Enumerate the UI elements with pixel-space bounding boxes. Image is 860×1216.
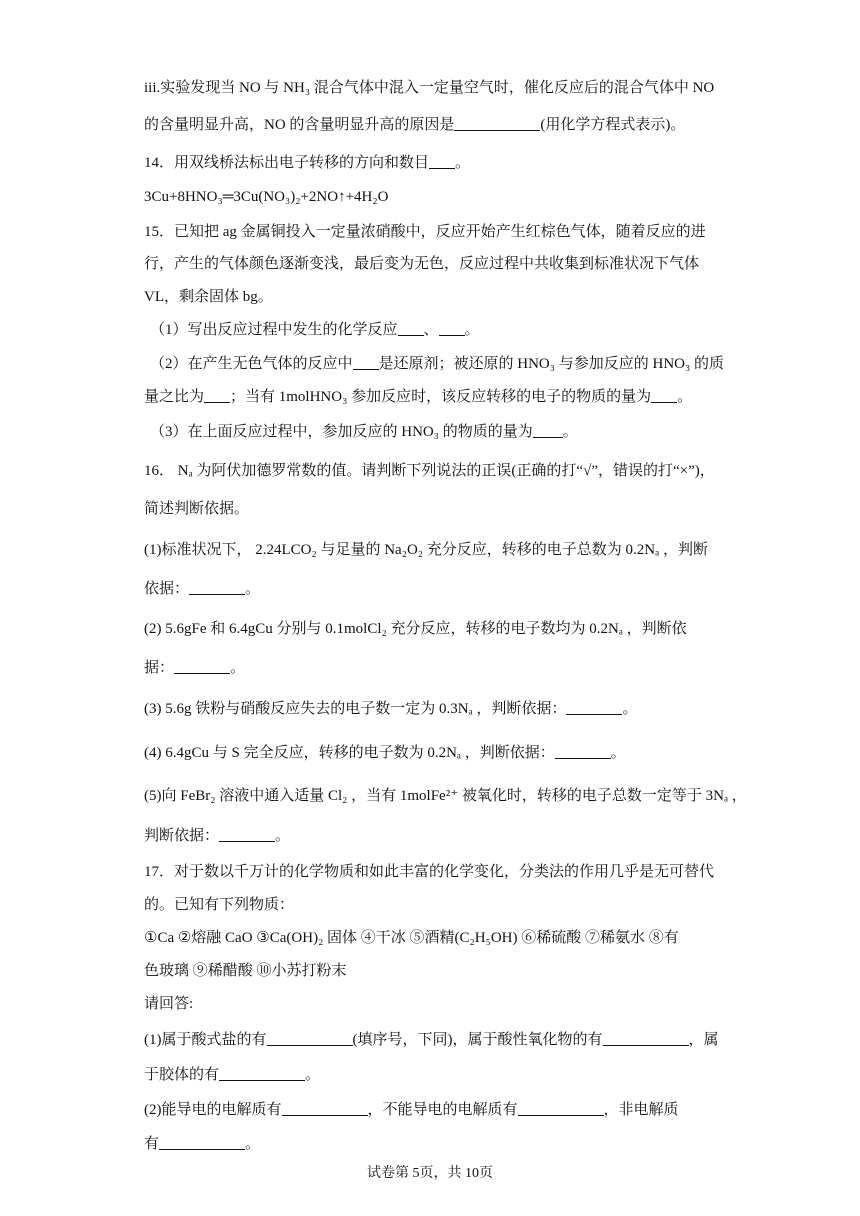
answer-blank[interactable] <box>219 826 275 842</box>
answer-blank[interactable] <box>204 387 230 403</box>
answer-blank[interactable] <box>454 115 540 131</box>
answer-blank[interactable] <box>533 422 563 438</box>
q16-item1-line1: (1)标准状况下， 2.24LCO₂ 与足量的 Na₂O₂ 充分反应，转移的电子总数为 0.2Nₐ ，判断 <box>144 542 708 558</box>
answer-blank[interactable] <box>398 320 424 336</box>
answer-blank[interactable] <box>566 699 622 715</box>
q17-line2: 的。已知有下列物质： <box>144 897 295 913</box>
q17-part2-line2: 有 。 <box>144 1136 261 1152</box>
answer-blank[interactable] <box>555 743 611 759</box>
answer-blank[interactable] <box>353 354 379 370</box>
q17-line3: ①Ca ②熔融 CaO ③Ca(OH)₂ 固体 ④干冰 ⑤酒精(C₂H₅OH) ⑥稀硫酸 ⑦稀氨水 ⑧有 <box>144 930 679 946</box>
q17-part1-line2: 于胶体的有 。 <box>144 1067 321 1083</box>
q16-item2-line1: (2) 5.6gFe 和 6.4gCu 分别与 0.1molCl₂ 充分反应，转移的电子数均为 0.2Nₐ ，判断依 <box>144 621 687 637</box>
q16-item1-line2: 依据： 。 <box>144 581 261 597</box>
q16-item5-line1: (5)向 FeBr₂ 溶液中通入适量 Cl₂ ，当有 1molFe²⁺ 被氧化时，转移的电子总数一定等于 3Nₐ ， <box>144 788 747 804</box>
answer-blank[interactable] <box>282 1100 368 1116</box>
answer-blank[interactable] <box>174 658 230 674</box>
q17-part1-line1: (1)属于酸式盐的有 (填序号，下同)，属于酸性氧化物的有 ，属 <box>144 1032 719 1048</box>
q13-line2: 的含量明显升高，NO 的含量明显升高的原因是 (用化学方程式表示)。 <box>144 117 686 133</box>
q15-line1: 15．已知把 ag 金属铜投入一定量浓硝酸中，反应开始产生红棕色气体，随着反应的进 <box>144 224 706 240</box>
q15-part3: （3）在上面反应过程中，参加反应的 HNO₃ 的物质的量为 。 <box>150 424 578 440</box>
answer-blank[interactable] <box>603 1030 689 1046</box>
q16-item5-line2: 判断依据： 。 <box>144 828 291 844</box>
q16-item2-line2: 据： 。 <box>144 660 246 676</box>
answer-blank[interactable] <box>518 1100 604 1116</box>
q15-line2: 行，产生的气体颜色逐渐变浅，最后变为无色，反应过程中共收集到标准状况下气体 <box>144 256 700 272</box>
answer-blank[interactable] <box>651 387 677 403</box>
answer-blank[interactable] <box>439 320 465 336</box>
q17-line5: 请回答: <box>144 996 194 1012</box>
q15-part1: （1）写出反应过程中发生的化学反应 、 。 <box>150 322 480 338</box>
q15-part2-line1: （2）在产生无色气体的反应中 是还原剂；被还原的 HNO₃ 与参加反应的 HNO₃ 的质 <box>150 356 724 372</box>
q13-line1: iii.实验发现当 NO 与 NH₃ 混合气体中混入一定量空气时，催化反应后的混合气体中 NO <box>144 80 715 96</box>
q16-line2: 简述判断依据。 <box>144 501 250 517</box>
q17-line1: 17．对于数以千万计的化学物质和如此丰富的化学变化，分类法的作用几乎是无可替代 <box>144 864 715 880</box>
q17-line4: 色玻璃 ⑨稀醋酸 ⑩小苏打粉末 <box>144 963 347 979</box>
q15-part2-line2: 量之比为 ；当有 1molHNO₃ 参加反应时，该反应转移的电子的物质的量为 。 <box>144 389 693 405</box>
answer-blank[interactable] <box>189 579 245 595</box>
q17-part2-line1: (2)能导电的电解质有 ，不能导电的电解质有 ，非电解质 <box>144 1102 679 1118</box>
page-footer: 试卷第 5页，共 10页 <box>367 1166 493 1181</box>
q15-line3: VL，剩余固体 bg。 <box>144 289 273 305</box>
answer-blank[interactable] <box>429 153 455 169</box>
q16-line1: 16． Nₐ 为阿伏加德罗常数的值。请判断下列说法的正误(正确的打“√”，错误的打“×”)， <box>144 463 715 479</box>
q16-item3: (3) 5.6g 铁粉与硝酸反应失去的电子数一定为 0.3Nₐ ，判断依据： 。 <box>144 701 638 717</box>
q14-equation: 3Cu+8HNO₃═3Cu(NO₃)₂+2NO↑+4H₂O <box>144 189 389 205</box>
answer-blank[interactable] <box>159 1134 245 1150</box>
answer-blank[interactable] <box>219 1065 305 1081</box>
q16-item4: (4) 6.4gCu 与 S 完全反应，转移的电子数为 0.2Nₐ ，判断依据： 。 <box>144 745 626 761</box>
q14-line1: 14．用双线桥法标出电子转移的方向和数目 。 <box>144 155 471 171</box>
answer-blank[interactable] <box>267 1030 353 1046</box>
